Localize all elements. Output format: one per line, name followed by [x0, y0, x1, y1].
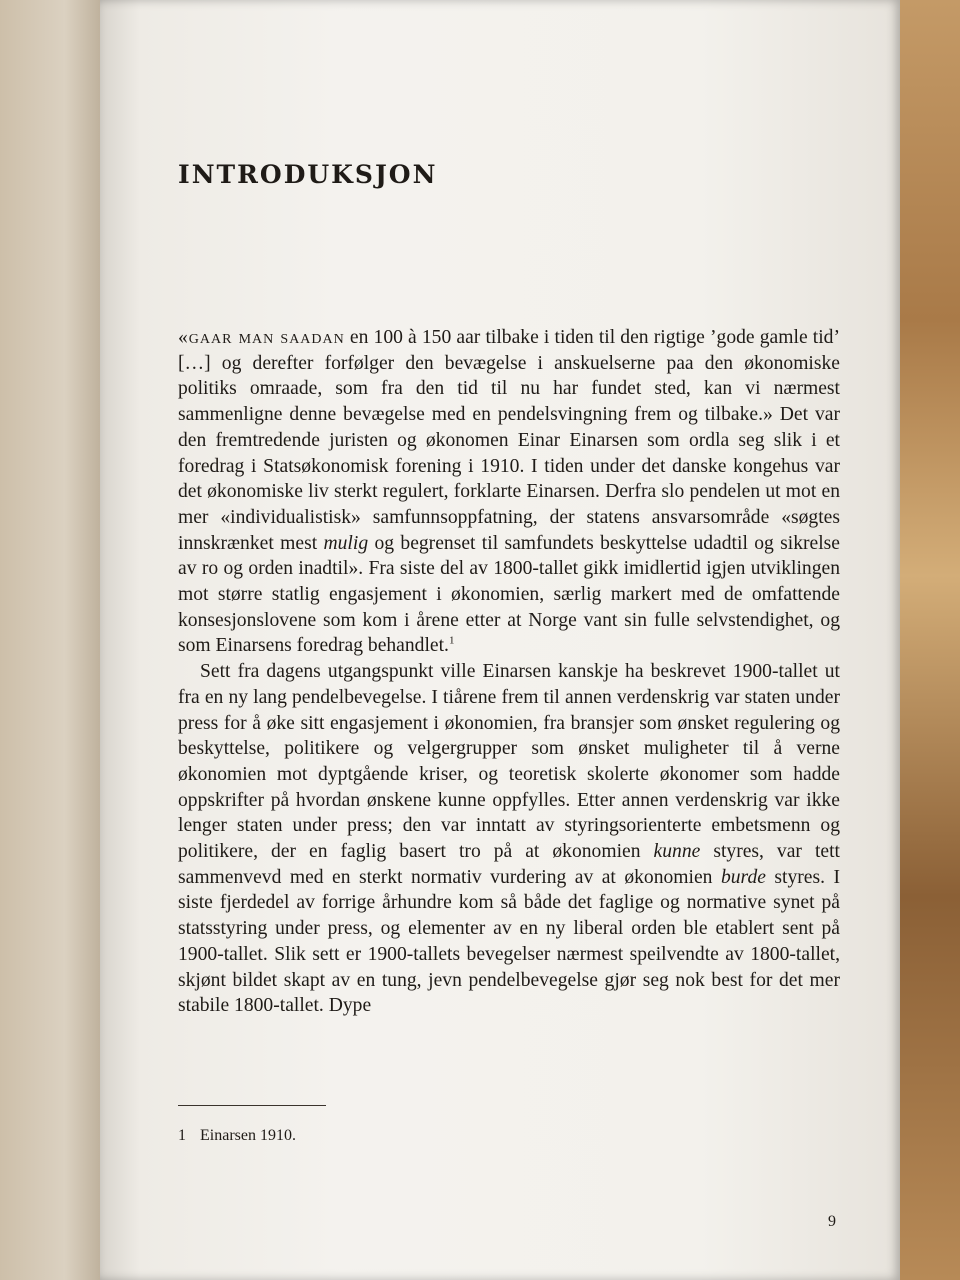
paragraph-1-text-a: en 100 à 150 aar tilbake i tiden til den rigtige ’gode gamle tid’ […] og derefter forfølger den bevægelse i anskuelserne paa den økonomiske politiks omraade, som fra den tid til nu har fundet sted, kan vi nærmest sammenligne denne bevægelse med en pendelsvingning frem og tilbake.» Det var den fremtredende juristen og økonomen Einar Einarsen som ordla seg slik i et foredrag i Statsøkonomisk forening i 1910. I tiden under det danske kongehus var det økonomiske liv sterkt regulert, forklarte Einarsen. Derfra slo pendelen ut mot en mer «individualistisk» samfunnsoppfatning, der statens ansvarsområde «søgtes innskrænket mest: [178, 327, 840, 554]
footnote-divider: [178, 1105, 326, 1106]
body-text: [178, 325, 840, 1019]
wooden-surface: [890, 0, 960, 1280]
paragraph-2: [178, 659, 840, 1019]
footnote: [178, 1127, 296, 1145]
paragraph-2-text-c: styres. I siste fjerdedel av forrige århundre kom så både det faglige og normative synet på statsstyring under press, og elementer av en ny liberal orden ble etablert sent på 1900-tallet. Slik sett er 1900-tallets bevegelser nærmest speilvendte av 1800-tallet, skjønt bildet skapt av en tung, jevn pendelbevegelse gjør seg nok best for det mer stabile 1800-tallet. Dype: [178, 866, 840, 1017]
italic-kunne: kunne: [653, 841, 701, 863]
chapter-title: INTRODUKSJON: [178, 160, 438, 189]
page-number: 9: [828, 1213, 836, 1230]
paragraph-1: [178, 325, 840, 659]
book-page: [100, 0, 900, 1280]
footnote-number: 1: [178, 1127, 186, 1144]
paragraph-2-text-b: styres, var tett sammenvevd med en sterkt normativ vurdering av at økonomien: [178, 841, 840, 888]
footnote-text: Einarsen 1910.: [200, 1127, 296, 1144]
italic-burde: burde: [720, 866, 766, 888]
opening-small-caps: «gaar man saadan: [178, 327, 345, 348]
paragraph-2-text-a: Sett fra dagens utgangspunkt ville Einarsen kanskje ha beskrevet 1900-tallet ut fra en ny lang pendelbevegelse. I tiårene frem til annen verdenskrig var staten under press for å øke sitt engasjement i økonomien, fra bransjer som ønsket regulering og beskyttelse, politikere og velgergrupper som ønsket muligheter til å verne økonomien mot dyptgående kriser, og teoretisk skolerte økonomer som hadde oppskrifter på hvordan ønskene kunne oppfylles. Etter annen verdenskrig var ikke lenger staten under press; den var inntatt av styringsorienterte embetsmenn og politikere, der en faglig basert tro på at økonomien: [178, 661, 840, 863]
footnote-reference: 1: [448, 634, 455, 647]
previous-page-edge: [0, 0, 108, 1280]
paragraph-1-text-b: og begrenset til samfundets beskyttelse udadtil og sikrelse av ro og orden inadtil». Fra siste del av 1800-tallet gikk imidlertid igjen utviklingen mot større statlig engasjement i økonomien, særlig markert med de omfattende konsesjonslovene som kom i årene etter at Norge vant sin fulle selvstendighet, og som Einarsens foredrag behandlet.: [178, 532, 841, 657]
page-content: [178, 0, 840, 1280]
italic-mulig: mulig: [323, 532, 369, 554]
